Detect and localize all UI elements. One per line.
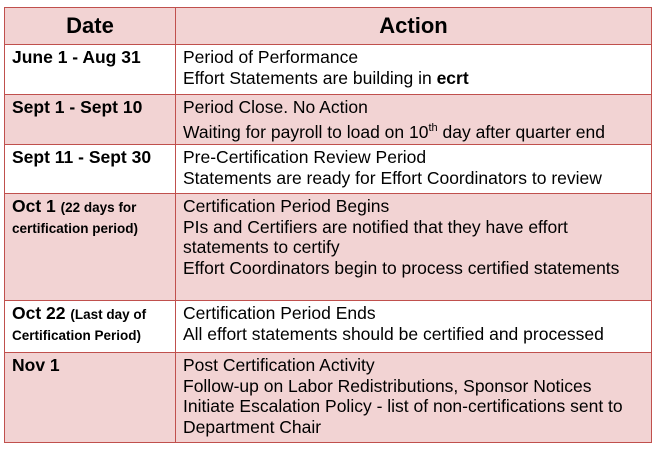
action-cell: [176, 353, 652, 443]
action-line: Initiate Escalation Policy - list of non-certifications sent to Department Chair: [183, 396, 623, 437]
action-line: Certification Period Begins: [183, 196, 390, 216]
ecrt-system-name: ecrt: [436, 67, 469, 88]
table-row: [5, 194, 652, 301]
action-line: Follow-up on Labor Redistributions, Sponsor Notices: [183, 375, 592, 396]
action-line: Period of Performance: [183, 47, 359, 67]
date-text: Oct 22: [12, 303, 66, 323]
table-row: [5, 95, 652, 145]
action-line: [183, 68, 645, 89]
table-row: [5, 353, 652, 443]
date-text: Nov 1: [12, 355, 60, 375]
date-cell: [5, 145, 176, 194]
action-cell: [176, 95, 652, 145]
action-line: Statements are ready for Effort Coordinators to review: [183, 167, 602, 188]
action-line: Period Close. No Action: [183, 97, 368, 117]
date-cell: [5, 353, 176, 443]
date-note: (22 days for: [60, 200, 137, 215]
date-cell: [5, 301, 176, 353]
action-text: Waiting for payroll to load on 10: [183, 121, 429, 142]
action-cell: [176, 145, 652, 194]
action-line: [183, 122, 645, 143]
effort-certification-timeline-table: [4, 7, 652, 443]
action-line: All effort statements should be certified and processed: [183, 323, 604, 344]
action-line: Post Certification Activity: [183, 355, 375, 375]
date-note: (Last day of: [70, 307, 147, 322]
action-line: Certification Period Ends: [183, 303, 376, 323]
date-cell: [5, 194, 176, 301]
action-line: Pre-Certification Review Period: [183, 147, 427, 167]
date-note: Certification Period): [12, 327, 142, 343]
date-text: Sept 1 - Sept 10: [12, 97, 143, 117]
table-header-row: [5, 8, 652, 45]
ordinal-suffix: th: [428, 121, 438, 134]
action-cell: [176, 301, 652, 353]
date-cell: [5, 95, 176, 145]
action-line: PIs and Certifiers are notified that they have effort statements to certify: [183, 216, 568, 257]
date-column-header: Date: [5, 8, 176, 45]
date-cell: [5, 45, 176, 95]
action-cell: [176, 45, 652, 95]
table-row: [5, 301, 652, 353]
action-line: Effort Coordinators begin to process certified statements: [183, 257, 620, 278]
action-cell: [176, 194, 652, 301]
date-text: Sept 11 - Sept 30: [12, 147, 152, 167]
action-column-header: Action: [176, 8, 652, 45]
table-row: [5, 45, 652, 95]
action-text: Effort Statements are building in: [183, 67, 437, 88]
action-text: day after quarter end: [437, 121, 605, 142]
date-text: June 1 - Aug 31: [12, 47, 141, 67]
table-row: [5, 145, 652, 194]
date-note: certification period): [12, 220, 139, 236]
date-text: Oct 1: [12, 196, 56, 216]
